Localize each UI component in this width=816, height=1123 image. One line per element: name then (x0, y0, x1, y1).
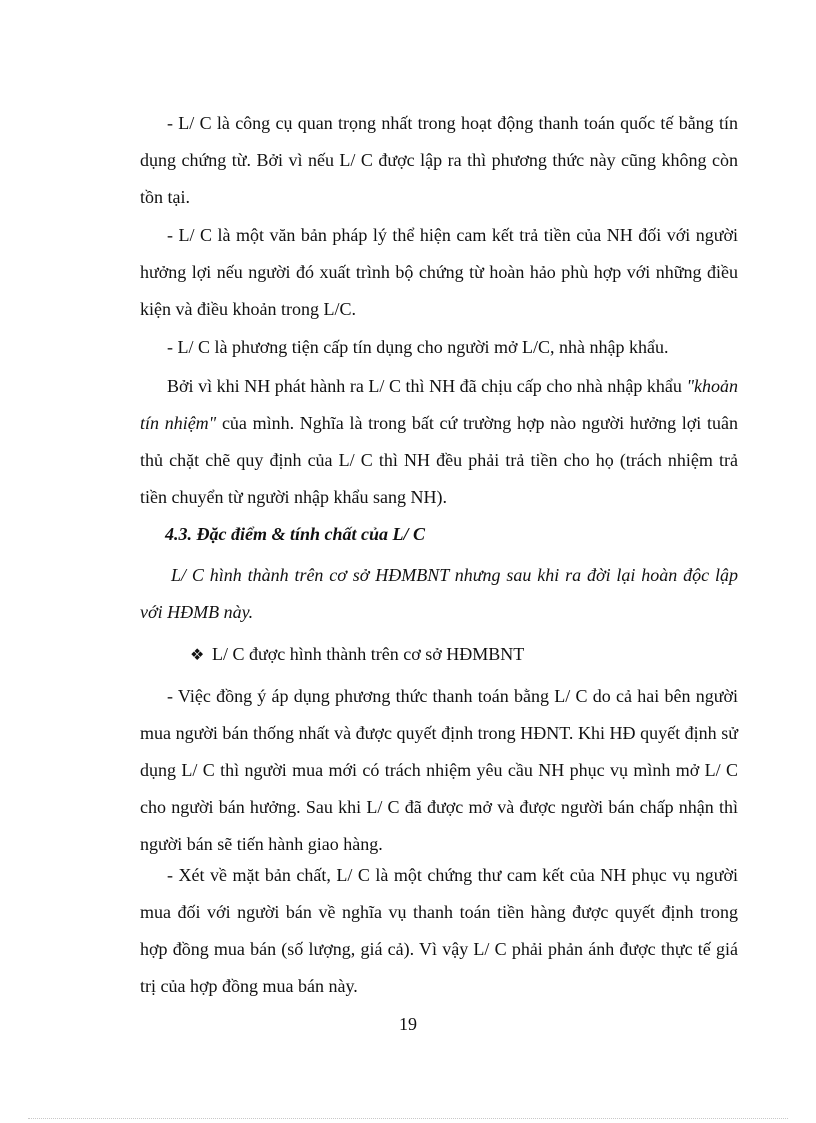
section-heading: 4.3. Đặc điểm & tính chất của L/ C (165, 524, 426, 544)
body-text-5 (140, 557, 738, 631)
body-text-3 (140, 329, 738, 366)
page-number: 19 (399, 1014, 417, 1034)
section-heading-block (140, 516, 738, 553)
body-text (140, 105, 738, 216)
bullet-item-text: L/ C được hình thành trên cơ sở HĐMBNT (212, 644, 525, 664)
paragraph-lc-tool: - L/ C là công cụ quan trọng nhất trong hoạt động thanh toán quốc tế bằng tín dụng chứng từ. Bởi vì nếu L/ C được lập ra thì phương thức này cũng không còn tồn tại. (140, 113, 738, 207)
body-text-7 (140, 857, 738, 1005)
body-text-2 (140, 217, 738, 328)
paragraph-issuing-bank-start: Bởi vì khi NH phát hành ra L/ C thì NH đã chịu cấp cho nhà nhập khẩu (167, 376, 687, 396)
paragraph-agreement: - Việc đồng ý áp dụng phương thức thanh toán bằng L/ C do cả hai bên người mua người bán thống nhất và được quyết định trong HĐNT. Khi HĐ quyết định sử dụng L/ C thì người mua mới có trách nhiệm yêu cầu NH phục vụ mình mở L/ C cho người bán hưởng. Sau khi L/ C đã được mở và được người bán chấp nhận thì người bán sẽ tiến hành giao hàng. (140, 686, 738, 854)
paragraph-issuing-bank (140, 368, 738, 516)
paragraph-nature: - Xét về mặt bản chất, L/ C là một chứng thư cam kết của NH phục vụ người mua đối với người bán về nghĩa vụ thanh toán tiền hàng được quyết định trong hợp đồng mua bán (số lượng, giá cả). Vì vậy L/ C phải phản ánh được thực tế giá trị của hợp đồng mua bán này. (140, 865, 738, 996)
body-text-6 (140, 678, 738, 863)
body-text-4 (140, 368, 738, 516)
paragraph-issuing-bank-end: của mình. Nghĩa là trong bất cứ trường hợp nào người hưởng lợi tuân thủ chặt chẽ quy định của L/ C thì NH đều phải trả tiền cho họ (trách nhiệm trả tiền chuyển từ người nhập khẩu sang NH). (140, 413, 738, 507)
diamond-bullet-icon: ❖ (190, 645, 205, 664)
bullet-block (140, 636, 738, 673)
credit-term-italic: "khoản tín nhiệm" (140, 376, 738, 433)
paragraph-lc-legal: - L/ C là một văn bản pháp lý thể hiện cam kết trả tiền của NH đối với người hưởng lợi nếu người đó xuất trình bộ chứng từ hoàn hảo phù hợp với những điều kiện và điều khoản trong L/C. (140, 225, 738, 319)
page-bottom-divider (28, 1118, 788, 1119)
paragraph-independence: L/ C hình thành trên cơ sở HĐMBNT nhưng sau khi ra đời lại hoàn độc lập với HĐMB này. (140, 565, 738, 622)
paragraph-lc-credit: - L/ C là phương tiện cấp tín dụng cho người mở L/C, nhà nhập khẩu. (167, 337, 669, 357)
bullet-item (140, 636, 738, 673)
